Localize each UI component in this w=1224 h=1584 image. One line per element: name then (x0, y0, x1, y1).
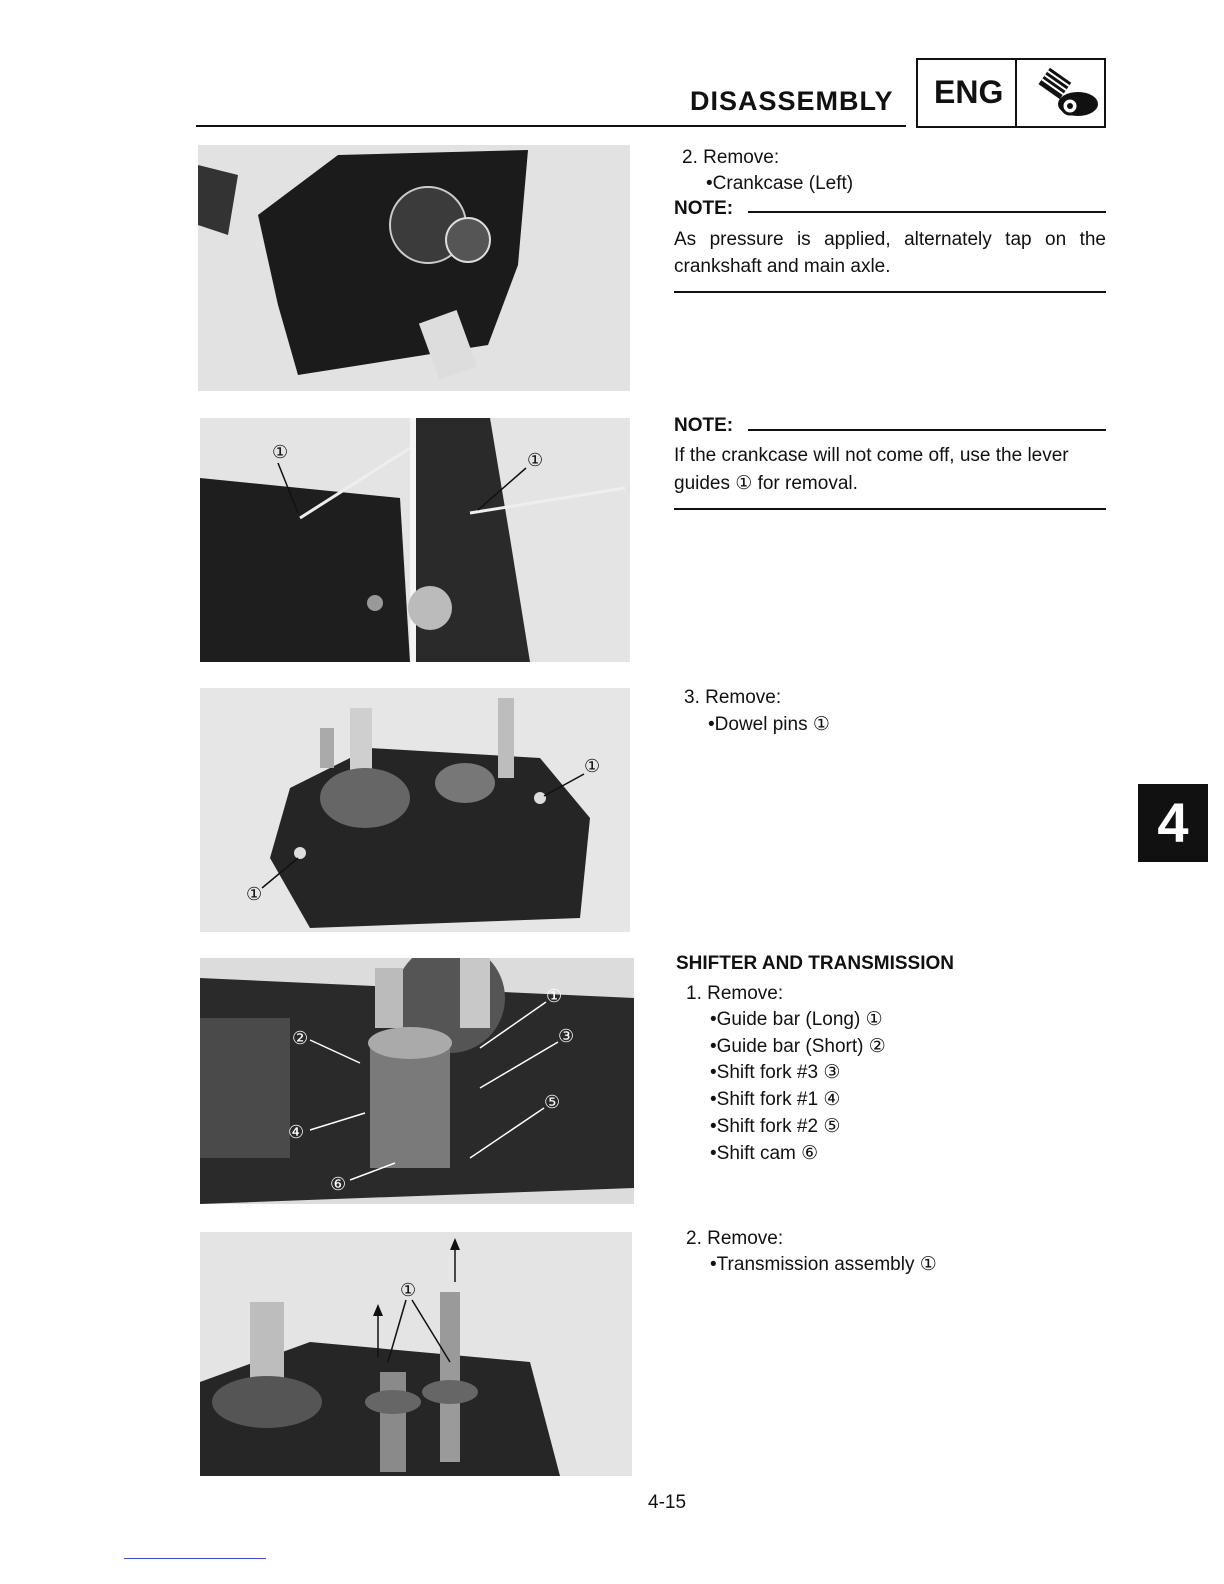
callout-1: ① (246, 884, 263, 905)
header-rule (196, 125, 906, 127)
photo-transmission-assembly (200, 1232, 632, 1476)
callout-1: ① (527, 450, 544, 471)
remove-item: •Transmission assembly ① (710, 1254, 937, 1275)
remove-item: •Shift fork #2 ⑤ (710, 1116, 841, 1137)
note-end-rule (674, 508, 1106, 510)
callout-3: ③ (558, 1026, 575, 1047)
note-label: NOTE: (674, 198, 734, 219)
remove-item: •Shift fork #3 ③ (710, 1062, 841, 1083)
remove-item: •Shift fork #1 ④ (710, 1089, 841, 1110)
note-label: NOTE: (674, 415, 734, 436)
note-rule (748, 211, 1106, 213)
remove-item: •Guide bar (Short) ② (710, 1036, 886, 1057)
callout-1: ① (584, 756, 601, 777)
note-text: If the crankcase will not come off, use the lever (674, 445, 1069, 466)
step-label: 1. Remove: (686, 983, 784, 1004)
section-heading: SHIFTER AND TRANSMISSION (676, 953, 954, 974)
remove-item: •Shift cam ⑥ (710, 1143, 819, 1164)
remove-item: •Crankcase (Left) (706, 173, 854, 194)
step-label: 2. Remove: (686, 1228, 784, 1249)
photo-shifter-transmission (200, 958, 634, 1204)
note-text: As pressure is applied, alternately tap on the (674, 229, 1106, 250)
badge-divider (1015, 58, 1017, 128)
callout-5: ⑤ (544, 1092, 561, 1113)
section-badge-label: ENG (934, 74, 1004, 110)
step-label: 2. Remove: (682, 147, 780, 168)
footer-rule (124, 1558, 266, 1559)
engine-icon (1026, 66, 1102, 122)
note-rule (748, 429, 1106, 431)
page-number: 4-15 (648, 1492, 687, 1513)
page-title: DISASSEMBLY (690, 86, 894, 116)
step-label: 3. Remove: (684, 687, 782, 708)
remove-item: •Guide bar (Long) ① (710, 1009, 883, 1030)
remove-item: •Dowel pins ① (708, 714, 830, 735)
callout-1: ① (272, 442, 289, 463)
note-text: guides ① for removal. (674, 473, 858, 494)
callout-6: ⑥ (330, 1174, 347, 1195)
note-end-rule (674, 291, 1106, 293)
photo-dowel-pins (200, 688, 630, 932)
callout-1: ① (546, 986, 563, 1007)
photo-lever-guides (200, 418, 630, 662)
callout-4: ④ (288, 1122, 305, 1143)
note-text: crankshaft and main axle. (674, 256, 891, 277)
callout-1: ① (400, 1280, 417, 1301)
callout-2: ② (292, 1028, 309, 1049)
photo-crankcase-left (198, 145, 630, 391)
chapter-tab: 4 (1138, 784, 1208, 862)
